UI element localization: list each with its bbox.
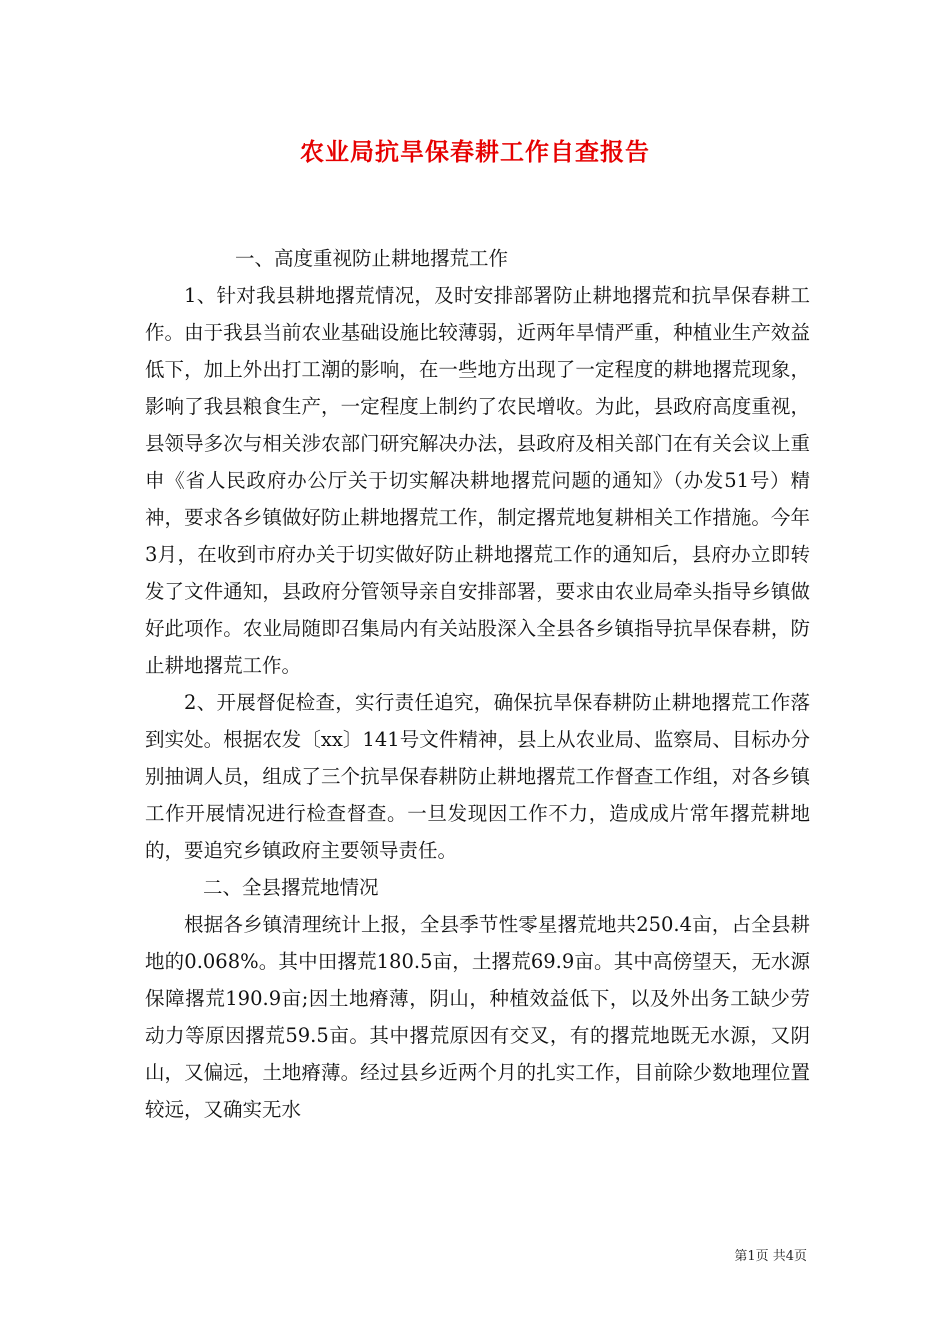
page-number: 第1页 共4页 (734, 1249, 807, 1264)
paragraph-2: 2、开展督促检查，实行责任追究，确保抗旱保春耕防止耕地撂荒工作落到实处。根据农发〔xx〕141号文件精神，县上从农业局、监察局、目标办分别抽调人员，组成了三个抗旱保春耕防止耕地撂荒工作督查工作组，对各乡镇工作开展情况进行检查督查。一旦发现因工作不力，造成成片常年撂荒耕地的，要追究乡镇政府主要领导责任。 (145, 691, 810, 862)
section-heading-2: 二、全县撂荒地情况 (203, 876, 379, 899)
document-title: 农业局抗旱保春耕工作自查报告 (300, 137, 650, 166)
paragraph-3: 根据各乡镇清理统计上报，全县季节性零星撂荒地共250.4亩，占全县耕地的0.068%。其中田撂荒180.5亩，土撂荒69.9亩。其中高傍望天，无水源保障撂荒190.9亩;因土地瘠薄，阴山，种植效益低下，以及外出务工缺少劳动力等原因撂荒59.5亩。其中撂荒原因有交叉，有的撂荒地既无水源，又阴山，又偏远，土地瘠薄。经过县乡近两个月的扎实工作，目前除少数地理位置较远，又确实无水 (145, 913, 810, 1121)
section-heading-1: 一、高度重视防止耕地撂荒工作 (235, 247, 509, 270)
document-body (145, 240, 810, 1128)
paragraph-1: 1、针对我县耕地撂荒情况，及时安排部署防止耕地撂荒和抗旱保春耕工作。由于我县当前农业基础设施比较薄弱，近两年旱情严重，种植业生产效益低下，加上外出打工潮的影响，在一些地方出现了一定程度的耕地撂荒现象，影响了我县粮食生产，一定程度上制约了农民增收。为此，县政府高度重视，县领导多次与相关涉农部门研究解决办法，县政府及相关部门在有关会议上重申《省人民政府办公厅关于切实解决耕地撂荒问题的通知》（办发51号）精神，要求各乡镇做好防止耕地撂荒工作，制定撂荒地复耕相关工作措施。今年3月，在收到市府办关于切实做好防止耕地撂荒工作的通知后，县府办立即转发了文件通知，县政府分管领导亲自安排部署，要求由农业局牵头指导乡镇做好此项作。农业局随即召集局内有关站股深入全县各乡镇指导抗旱保春耕，防止耕地撂荒工作。 (145, 284, 810, 677)
